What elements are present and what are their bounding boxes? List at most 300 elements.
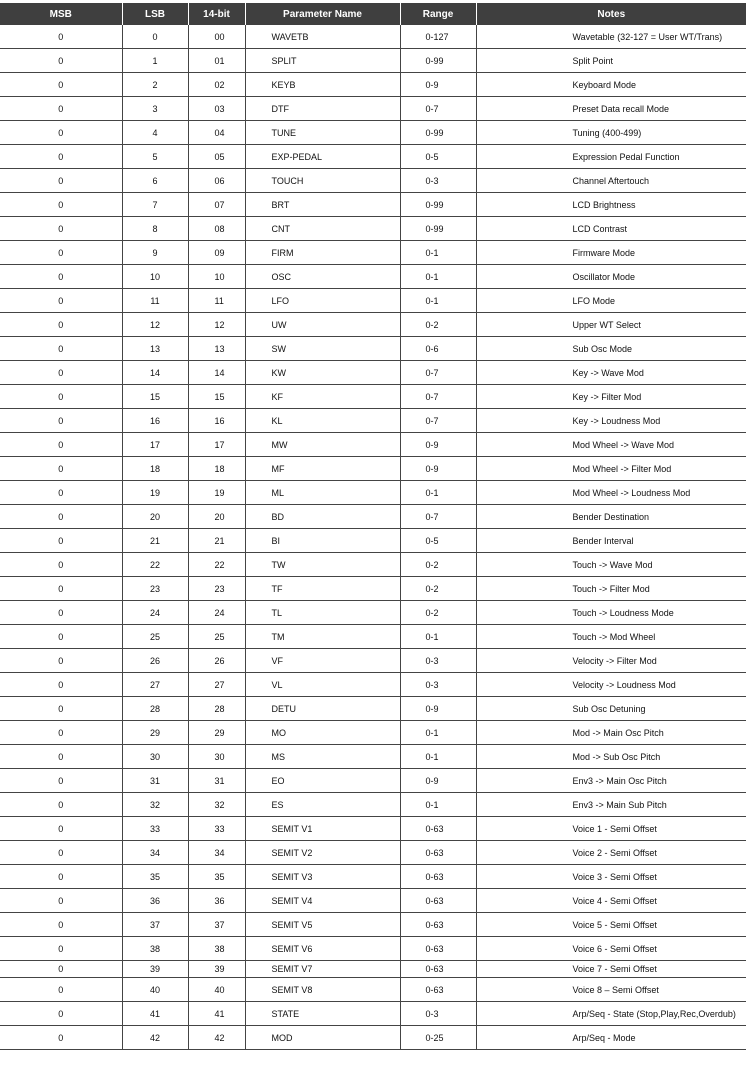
notes-cell: Mod Wheel -> Filter Mod — [476, 457, 746, 481]
msb-cell: 0 — [0, 673, 122, 697]
bit14-cell: 37 — [188, 913, 245, 937]
bit14-cell: 14 — [188, 361, 245, 385]
notes-cell: Sub Osc Mode — [476, 337, 746, 361]
notes-cell: Mod -> Sub Osc Pitch — [476, 745, 746, 769]
table-row — [0, 25, 746, 49]
notes-cell: Tuning (400-499) — [476, 121, 746, 145]
table-row — [0, 217, 746, 241]
parameter-name-cell: EO — [245, 769, 400, 793]
range-cell: 0-1 — [400, 481, 476, 505]
bit14-cell: 40 — [188, 978, 245, 1002]
notes-cell: Touch -> Filter Mod — [476, 577, 746, 601]
msb-cell: 0 — [0, 217, 122, 241]
table-row — [0, 289, 746, 313]
parameter-name-cell: VL — [245, 673, 400, 697]
msb-cell: 0 — [0, 577, 122, 601]
parameter-name-cell: SEMIT V3 — [245, 865, 400, 889]
range-cell: 0-99 — [400, 193, 476, 217]
parameter-name-cell: SEMIT V5 — [245, 913, 400, 937]
table-row — [0, 865, 746, 889]
notes-cell: Voice 5 - Semi Offset — [476, 913, 746, 937]
msb-cell: 0 — [0, 193, 122, 217]
range-cell: 0-9 — [400, 697, 476, 721]
bit14-cell: 10 — [188, 265, 245, 289]
lsb-cell: 24 — [122, 601, 188, 625]
notes-cell: Preset Data recall Mode — [476, 97, 746, 121]
lsb-cell: 27 — [122, 673, 188, 697]
table-row — [0, 241, 746, 265]
msb-cell: 0 — [0, 121, 122, 145]
range-cell: 0-7 — [400, 97, 476, 121]
lsb-cell: 9 — [122, 241, 188, 265]
lsb-cell: 12 — [122, 313, 188, 337]
parameter-name-cell: TL — [245, 601, 400, 625]
lsb-cell: 16 — [122, 409, 188, 433]
table-row — [0, 889, 746, 913]
header-parameter-name: Parameter Name — [245, 3, 400, 25]
notes-cell: Voice 3 - Semi Offset — [476, 865, 746, 889]
bit14-cell: 05 — [188, 145, 245, 169]
notes-cell: Voice 6 - Semi Offset — [476, 937, 746, 961]
lsb-cell: 29 — [122, 721, 188, 745]
bit14-cell: 06 — [188, 169, 245, 193]
lsb-cell: 3 — [122, 97, 188, 121]
table-row — [0, 433, 746, 457]
parameter-name-cell: SEMIT V1 — [245, 817, 400, 841]
bit14-cell: 11 — [188, 289, 245, 313]
range-cell: 0-63 — [400, 913, 476, 937]
msb-cell: 0 — [0, 865, 122, 889]
range-cell: 0-1 — [400, 793, 476, 817]
table-row — [0, 121, 746, 145]
parameter-name-cell: VF — [245, 649, 400, 673]
table-row — [0, 313, 746, 337]
notes-cell: Firmware Mode — [476, 241, 746, 265]
lsb-cell: 11 — [122, 289, 188, 313]
parameter-name-cell: FIRM — [245, 241, 400, 265]
notes-cell: Expression Pedal Function — [476, 145, 746, 169]
notes-cell: Velocity -> Loudness Mod — [476, 673, 746, 697]
msb-cell: 0 — [0, 817, 122, 841]
notes-cell: LCD Contrast — [476, 217, 746, 241]
bit14-cell: 19 — [188, 481, 245, 505]
bit14-cell: 24 — [188, 601, 245, 625]
bit14-cell: 35 — [188, 865, 245, 889]
range-cell: 0-3 — [400, 1002, 476, 1026]
bit14-cell: 16 — [188, 409, 245, 433]
notes-cell: Env3 -> Main Sub Pitch — [476, 793, 746, 817]
parameter-name-cell: LFO — [245, 289, 400, 313]
parameter-name-cell: KF — [245, 385, 400, 409]
msb-cell: 0 — [0, 841, 122, 865]
table-row — [0, 601, 746, 625]
msb-cell: 0 — [0, 529, 122, 553]
parameter-name-cell: TF — [245, 577, 400, 601]
bit14-cell: 32 — [188, 793, 245, 817]
lsb-cell: 34 — [122, 841, 188, 865]
table-row — [0, 961, 746, 978]
range-cell: 0-63 — [400, 841, 476, 865]
notes-cell: LFO Mode — [476, 289, 746, 313]
msb-cell: 0 — [0, 978, 122, 1002]
bit14-cell: 17 — [188, 433, 245, 457]
msb-cell: 0 — [0, 961, 122, 978]
parameter-name-cell: MW — [245, 433, 400, 457]
notes-cell: Keyboard Mode — [476, 73, 746, 97]
range-cell: 0-63 — [400, 865, 476, 889]
header-msb: MSB — [0, 3, 122, 25]
table-row — [0, 73, 746, 97]
bit14-cell: 41 — [188, 1002, 245, 1026]
table-row — [0, 505, 746, 529]
table-row — [0, 361, 746, 385]
msb-cell: 0 — [0, 409, 122, 433]
notes-cell: Voice 4 - Semi Offset — [476, 889, 746, 913]
lsb-cell: 22 — [122, 553, 188, 577]
msb-cell: 0 — [0, 553, 122, 577]
lsb-cell: 4 — [122, 121, 188, 145]
msb-cell: 0 — [0, 745, 122, 769]
bit14-cell: 34 — [188, 841, 245, 865]
bit14-cell: 04 — [188, 121, 245, 145]
notes-cell: Split Point — [476, 49, 746, 73]
bit14-cell: 01 — [188, 49, 245, 73]
parameter-name-cell: EXP-PEDAL — [245, 145, 400, 169]
bit14-cell: 15 — [188, 385, 245, 409]
range-cell: 0-63 — [400, 961, 476, 978]
lsb-cell: 25 — [122, 625, 188, 649]
notes-cell: Arp/Seq - State (Stop,Play,Rec,Overdub) — [476, 1002, 746, 1026]
lsb-cell: 18 — [122, 457, 188, 481]
lsb-cell: 40 — [122, 978, 188, 1002]
range-cell: 0-127 — [400, 25, 476, 49]
bit14-cell: 36 — [188, 889, 245, 913]
parameter-name-cell: ML — [245, 481, 400, 505]
table-row — [0, 793, 746, 817]
msb-cell: 0 — [0, 385, 122, 409]
lsb-cell: 33 — [122, 817, 188, 841]
range-cell: 0-9 — [400, 73, 476, 97]
range-cell: 0-1 — [400, 721, 476, 745]
header-notes: Notes — [476, 3, 746, 25]
notes-cell: Mod Wheel -> Wave Mod — [476, 433, 746, 457]
parameter-name-cell: DTF — [245, 97, 400, 121]
range-cell: 0-3 — [400, 673, 476, 697]
parameter-name-cell: ES — [245, 793, 400, 817]
range-cell: 0-63 — [400, 889, 476, 913]
table-row — [0, 978, 746, 1002]
msb-cell: 0 — [0, 73, 122, 97]
lsb-cell: 30 — [122, 745, 188, 769]
table-row — [0, 409, 746, 433]
lsb-cell: 0 — [122, 25, 188, 49]
msb-cell: 0 — [0, 793, 122, 817]
table-row — [0, 169, 746, 193]
msb-cell: 0 — [0, 289, 122, 313]
lsb-cell: 13 — [122, 337, 188, 361]
lsb-cell: 17 — [122, 433, 188, 457]
bit14-cell: 39 — [188, 961, 245, 978]
table-row — [0, 337, 746, 361]
notes-cell: Touch -> Wave Mod — [476, 553, 746, 577]
table-row — [0, 937, 746, 961]
parameter-name-cell: SEMIT V8 — [245, 978, 400, 1002]
msb-cell: 0 — [0, 481, 122, 505]
parameter-name-cell: BRT — [245, 193, 400, 217]
notes-cell: Voice 8 – Semi Offset — [476, 978, 746, 1002]
bit14-cell: 31 — [188, 769, 245, 793]
msb-cell: 0 — [0, 457, 122, 481]
lsb-cell: 41 — [122, 1002, 188, 1026]
range-cell: 0-1 — [400, 745, 476, 769]
range-cell: 0-2 — [400, 577, 476, 601]
parameter-name-cell: MS — [245, 745, 400, 769]
table-row — [0, 481, 746, 505]
notes-cell: Key -> Wave Mod — [476, 361, 746, 385]
lsb-cell: 5 — [122, 145, 188, 169]
notes-cell: Sub Osc Detuning — [476, 697, 746, 721]
notes-cell: Wavetable (32-127 = User WT/Trans) — [476, 25, 746, 49]
parameter-name-cell: MOD — [245, 1026, 400, 1050]
parameter-name-cell: SPLIT — [245, 49, 400, 73]
range-cell: 0-3 — [400, 169, 476, 193]
bit14-cell: 21 — [188, 529, 245, 553]
parameter-name-cell: BI — [245, 529, 400, 553]
lsb-cell: 8 — [122, 217, 188, 241]
msb-cell: 0 — [0, 913, 122, 937]
msb-cell: 0 — [0, 769, 122, 793]
msb-cell: 0 — [0, 601, 122, 625]
range-cell: 0-1 — [400, 241, 476, 265]
bit14-cell: 02 — [188, 73, 245, 97]
parameter-name-cell: TW — [245, 553, 400, 577]
lsb-cell: 10 — [122, 265, 188, 289]
msb-cell: 0 — [0, 1026, 122, 1050]
bit14-cell: 03 — [188, 97, 245, 121]
msb-cell: 0 — [0, 241, 122, 265]
msb-cell: 0 — [0, 145, 122, 169]
bit14-cell: 12 — [188, 313, 245, 337]
range-cell: 0-7 — [400, 385, 476, 409]
msb-cell: 0 — [0, 505, 122, 529]
range-cell: 0-63 — [400, 817, 476, 841]
notes-cell: Env3 -> Main Osc Pitch — [476, 769, 746, 793]
table-row — [0, 817, 746, 841]
bit14-cell: 23 — [188, 577, 245, 601]
msb-cell: 0 — [0, 889, 122, 913]
table-row — [0, 697, 746, 721]
msb-cell: 0 — [0, 49, 122, 73]
parameter-name-cell: KW — [245, 361, 400, 385]
msb-cell: 0 — [0, 169, 122, 193]
parameter-name-cell: TM — [245, 625, 400, 649]
range-cell: 0-1 — [400, 265, 476, 289]
parameter-name-cell: WAVETB — [245, 25, 400, 49]
lsb-cell: 32 — [122, 793, 188, 817]
notes-cell: Bender Destination — [476, 505, 746, 529]
msb-cell: 0 — [0, 625, 122, 649]
notes-cell: Touch -> Mod Wheel — [476, 625, 746, 649]
msb-cell: 0 — [0, 337, 122, 361]
range-cell: 0-99 — [400, 121, 476, 145]
lsb-cell: 20 — [122, 505, 188, 529]
range-cell: 0-1 — [400, 289, 476, 313]
parameter-name-cell: TUNE — [245, 121, 400, 145]
header-lsb: LSB — [122, 3, 188, 25]
lsb-cell: 14 — [122, 361, 188, 385]
table-row — [0, 553, 746, 577]
table-row — [0, 529, 746, 553]
bit14-cell: 38 — [188, 937, 245, 961]
parameter-name-cell: DETU — [245, 697, 400, 721]
notes-cell: Oscillator Mode — [476, 265, 746, 289]
parameter-name-cell: SEMIT V7 — [245, 961, 400, 978]
parameter-name-cell: SW — [245, 337, 400, 361]
range-cell: 0-2 — [400, 313, 476, 337]
range-cell: 0-9 — [400, 769, 476, 793]
range-cell: 0-6 — [400, 337, 476, 361]
lsb-cell: 26 — [122, 649, 188, 673]
parameter-name-cell: KL — [245, 409, 400, 433]
notes-cell: Voice 7 - Semi Offset — [476, 961, 746, 978]
msb-cell: 0 — [0, 721, 122, 745]
table-row — [0, 193, 746, 217]
table-row — [0, 385, 746, 409]
bit14-cell: 22 — [188, 553, 245, 577]
lsb-cell: 7 — [122, 193, 188, 217]
parameter-name-cell: SEMIT V2 — [245, 841, 400, 865]
table-body — [0, 25, 746, 1050]
lsb-cell: 31 — [122, 769, 188, 793]
parameter-name-cell: OSC — [245, 265, 400, 289]
range-cell: 0-7 — [400, 505, 476, 529]
parameter-name-cell: KEYB — [245, 73, 400, 97]
notes-cell: Touch -> Loudness Mode — [476, 601, 746, 625]
lsb-cell: 28 — [122, 697, 188, 721]
range-cell: 0-3 — [400, 649, 476, 673]
bit14-cell: 07 — [188, 193, 245, 217]
bit14-cell: 00 — [188, 25, 245, 49]
table-row — [0, 673, 746, 697]
parameter-name-cell: SEMIT V6 — [245, 937, 400, 961]
notes-cell: Channel Aftertouch — [476, 169, 746, 193]
table-row — [0, 97, 746, 121]
parameter-name-cell: UW — [245, 313, 400, 337]
header-row — [0, 3, 746, 25]
parameter-name-cell: BD — [245, 505, 400, 529]
notes-cell: Arp/Seq - Mode — [476, 1026, 746, 1050]
msb-cell: 0 — [0, 649, 122, 673]
header-range: Range — [400, 3, 476, 25]
lsb-cell: 38 — [122, 937, 188, 961]
parameter-name-cell: SEMIT V4 — [245, 889, 400, 913]
range-cell: 0-5 — [400, 529, 476, 553]
notes-cell: Mod Wheel -> Loudness Mod — [476, 481, 746, 505]
notes-cell: Mod -> Main Osc Pitch — [476, 721, 746, 745]
parameter-table — [0, 3, 746, 1050]
lsb-cell: 23 — [122, 577, 188, 601]
parameter-name-cell: STATE — [245, 1002, 400, 1026]
bit14-cell: 42 — [188, 1026, 245, 1050]
range-cell: 0-25 — [400, 1026, 476, 1050]
table-row — [0, 649, 746, 673]
parameter-name-cell: MF — [245, 457, 400, 481]
msb-cell: 0 — [0, 25, 122, 49]
range-cell: 0-63 — [400, 937, 476, 961]
range-cell: 0-7 — [400, 361, 476, 385]
lsb-cell: 35 — [122, 865, 188, 889]
lsb-cell: 15 — [122, 385, 188, 409]
range-cell: 0-5 — [400, 145, 476, 169]
table-row — [0, 145, 746, 169]
notes-cell: Velocity -> Filter Mod — [476, 649, 746, 673]
msb-cell: 0 — [0, 361, 122, 385]
table-row — [0, 625, 746, 649]
lsb-cell: 21 — [122, 529, 188, 553]
bit14-cell: 25 — [188, 625, 245, 649]
parameter-name-cell: CNT — [245, 217, 400, 241]
notes-cell: Key -> Loudness Mod — [476, 409, 746, 433]
notes-cell: Voice 1 - Semi Offset — [476, 817, 746, 841]
bit14-cell: 33 — [188, 817, 245, 841]
bit14-cell: 18 — [188, 457, 245, 481]
msb-cell: 0 — [0, 265, 122, 289]
notes-cell: Upper WT Select — [476, 313, 746, 337]
msb-cell: 0 — [0, 697, 122, 721]
lsb-cell: 39 — [122, 961, 188, 978]
lsb-cell: 19 — [122, 481, 188, 505]
bit14-cell: 20 — [188, 505, 245, 529]
range-cell: 0-9 — [400, 433, 476, 457]
table-row — [0, 1002, 746, 1026]
range-cell: 0-99 — [400, 49, 476, 73]
notes-cell: Voice 2 - Semi Offset — [476, 841, 746, 865]
notes-cell: LCD Brightness — [476, 193, 746, 217]
msb-cell: 0 — [0, 433, 122, 457]
bit14-cell: 27 — [188, 673, 245, 697]
msb-cell: 0 — [0, 97, 122, 121]
lsb-cell: 1 — [122, 49, 188, 73]
table-row — [0, 769, 746, 793]
table-row — [0, 721, 746, 745]
range-cell: 0-1 — [400, 625, 476, 649]
range-cell: 0-99 — [400, 217, 476, 241]
msb-cell: 0 — [0, 313, 122, 337]
bit14-cell: 08 — [188, 217, 245, 241]
table-row — [0, 457, 746, 481]
lsb-cell: 37 — [122, 913, 188, 937]
range-cell: 0-2 — [400, 601, 476, 625]
lsb-cell: 6 — [122, 169, 188, 193]
range-cell: 0-63 — [400, 978, 476, 1002]
range-cell: 0-7 — [400, 409, 476, 433]
parameter-name-cell: MO — [245, 721, 400, 745]
bit14-cell: 09 — [188, 241, 245, 265]
msb-cell: 0 — [0, 1002, 122, 1026]
table-row — [0, 1026, 746, 1050]
parameter-name-cell: TOUCH — [245, 169, 400, 193]
lsb-cell: 36 — [122, 889, 188, 913]
header-14bit: 14-bit — [188, 3, 245, 25]
table-row — [0, 577, 746, 601]
bit14-cell: 13 — [188, 337, 245, 361]
table-row — [0, 265, 746, 289]
lsb-cell: 42 — [122, 1026, 188, 1050]
table-row — [0, 913, 746, 937]
lsb-cell: 2 — [122, 73, 188, 97]
bit14-cell: 26 — [188, 649, 245, 673]
table-row — [0, 49, 746, 73]
